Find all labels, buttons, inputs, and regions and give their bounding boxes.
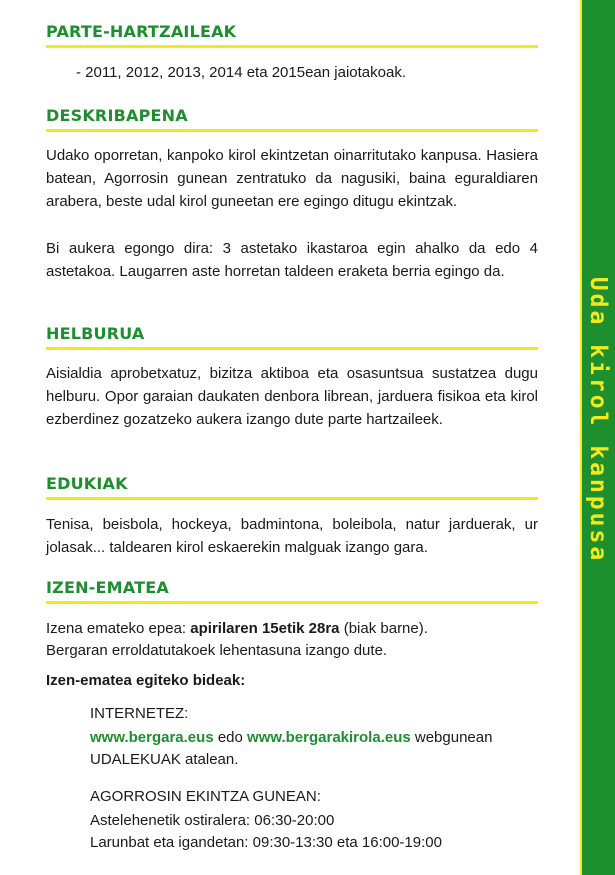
heading-deskribapena: DESKRIBAPENA bbox=[46, 106, 538, 132]
contents-paragraph: Tenisa, beisbola, hockeya, badmintona, boleibola, natur jarduerak, ur jolasak... taldearen kirol eskaerekin malguak izango gara. bbox=[46, 516, 538, 556]
registration-period-label: Izena emateko epea: bbox=[46, 620, 191, 637]
internet-label: INTERNETEZ: bbox=[90, 705, 189, 722]
registration-period-dates: apirilaren 15etik 28ra bbox=[190, 620, 340, 637]
hours-weekdays: Astelehenetik ostiralera: 06:30-20:00 bbox=[90, 812, 335, 829]
link-bergarakirola[interactable]: www.bergarakirola.eus bbox=[247, 729, 411, 746]
internet-links-line bbox=[90, 727, 492, 749]
registration-period bbox=[46, 618, 428, 640]
sidebar-banner bbox=[580, 0, 615, 875]
udalekuak-line: UDALEKUAK atalean. bbox=[90, 751, 239, 768]
registration-methods-title: Izen-ematea egiteko bideak: bbox=[46, 672, 246, 689]
description-paragraph-2: Bi aukera egongo dira: 3 astetako ikastaroa egin ahalko da edo 4 astetakoa. Laugarren aste horretan taldeen eraketa berria egingo da. bbox=[46, 240, 538, 280]
priority-note: Bergaran erroldatutakoek lehentasuna izango dute. bbox=[46, 642, 388, 659]
link-bergara[interactable]: www.bergara.eus bbox=[90, 729, 214, 746]
participants-text: - 2011, 2012, 2013, 2014 eta 2015ean jaiotakoak. bbox=[76, 64, 406, 81]
agorrosin-label: AGORROSIN EKINTZA GUNEAN: bbox=[90, 788, 321, 805]
links-suffix: webgunean bbox=[410, 729, 493, 746]
description-paragraph-1: Udako oporretan, kanpoko kirol ekintzetan oinarritutako kanpusa. Hasiera batean, Agorrosin gunean zentratuko da nagusiki, baina eguraldiaren arabera, beste udal kirol guneetan ere egingo ditugu ekintzak. bbox=[46, 147, 538, 210]
sidebar-title: Uda kirol kanpusa bbox=[584, 276, 611, 564]
registration-period-note: (biak barne). bbox=[339, 620, 428, 637]
heading-parte-hartzaileak: PARTE-HARTZAILEAK bbox=[46, 22, 538, 48]
heading-helburua: HELBURUA bbox=[46, 324, 538, 350]
links-separator: edo bbox=[213, 729, 248, 746]
sidebar-divider bbox=[580, 0, 582, 875]
goal-paragraph: Aisialdia aprobetxatuz, bizitza aktiboa eta osasuntsua sustatzea dugu helburu. Opor garaian daukaten denbora librean, jarduera fisikoa eta kirol ezberdinez gozatzeko aukera izango dute parte hartzaileek. bbox=[46, 365, 538, 428]
hours-weekend: Larunbat eta igandetan: 09:30-13:30 eta 16:00-19:00 bbox=[90, 834, 442, 851]
heading-izen-ematea: IZEN-EMATEA bbox=[46, 578, 538, 604]
heading-edukiak: EDUKIAK bbox=[46, 474, 538, 500]
